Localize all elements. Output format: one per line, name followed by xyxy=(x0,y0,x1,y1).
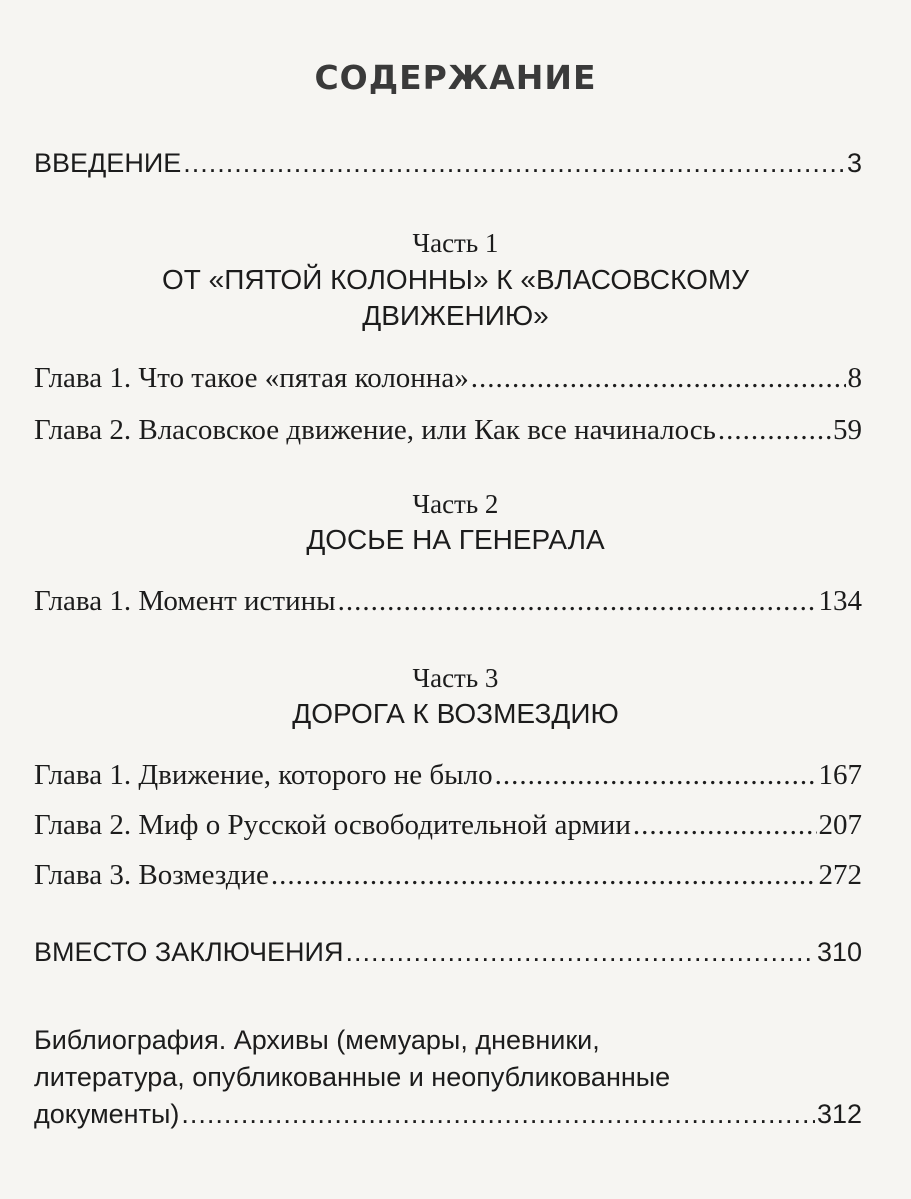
dot-leader xyxy=(271,858,817,892)
toc-entry-intro[interactable] xyxy=(34,146,862,180)
toc-entry-label: Глава 1. Что такое «пятая колонна» xyxy=(34,362,469,394)
toc-entry-part1-ch2[interactable] xyxy=(34,413,862,447)
part-1-title xyxy=(0,262,911,334)
toc-entry-part3-ch1[interactable] xyxy=(34,758,862,792)
toc-page-number: 207 xyxy=(818,809,862,841)
part-2-title xyxy=(0,522,911,558)
toc-page-number: 8 xyxy=(847,362,862,394)
dot-leader xyxy=(471,361,846,395)
toc-entry-part3-ch3[interactable] xyxy=(34,858,862,892)
toc-entry-part2-ch1[interactable] xyxy=(34,584,862,618)
dot-leader xyxy=(338,584,817,618)
dot-leader xyxy=(495,758,817,792)
part-3-heading: Часть 3 xyxy=(412,663,499,693)
bibliography-last-line xyxy=(34,1096,862,1133)
toc-entry-label: документы) xyxy=(34,1099,180,1129)
toc-page-number: 272 xyxy=(818,859,862,891)
part-3-title xyxy=(0,696,911,732)
toc-entry-conclusion[interactable] xyxy=(34,935,862,969)
toc-entry-bibliography[interactable] xyxy=(34,1022,862,1133)
part-2-heading: Часть 2 xyxy=(412,489,499,519)
part-title-line: ОТ «ПЯТОЙ КОЛОННЫ» К «ВЛАСОВСКОМУ xyxy=(161,264,749,295)
dot-leader xyxy=(183,146,845,180)
toc-page-number: 310 xyxy=(816,937,862,967)
bibliography-line: литература, опубликованные и неопубликованные xyxy=(34,1062,671,1092)
dot-leader xyxy=(718,413,831,447)
toc-page-number: 3 xyxy=(846,148,862,178)
toc-entry-label: ВМЕСТО ЗАКЛЮЧЕНИЯ xyxy=(34,937,344,967)
toc-entry-label: Глава 1. Момент истины xyxy=(34,585,336,617)
part-1-heading: Часть 1 xyxy=(412,228,499,258)
bibliography-line: Библиография. Архивы (мемуары, дневники, xyxy=(34,1025,600,1055)
part-title-line: ДОРОГА К ВОЗМЕЗДИЮ xyxy=(292,698,619,729)
dot-leader xyxy=(345,935,814,969)
toc-page-number: 59 xyxy=(833,414,862,446)
part-title-line: ДОСЬЕ НА ГЕНЕРАЛА xyxy=(306,524,605,555)
toc-entry-label: Глава 3. Возмездие xyxy=(34,859,269,891)
toc-title: СОДЕРЖАНИЕ xyxy=(314,58,597,97)
toc-entry-part3-ch2[interactable] xyxy=(34,808,862,842)
toc-entry-part1-ch1[interactable] xyxy=(34,361,862,395)
part-title-line: ДВИЖЕНИЮ» xyxy=(362,300,549,331)
dot-leader xyxy=(181,1096,815,1133)
toc-entry-label: Глава 2. Власовское движение, или Как все начиналось xyxy=(34,414,716,446)
dot-leader xyxy=(633,808,817,842)
toc-page-number: 167 xyxy=(818,759,862,791)
toc-page-number: 134 xyxy=(818,585,862,617)
toc-entry-label: Глава 1. Движение, которого не было xyxy=(34,759,493,791)
toc-entry-label: ВВЕДЕНИЕ xyxy=(34,148,182,178)
toc-page-number: 312 xyxy=(816,1099,862,1129)
toc-entry-label: Глава 2. Миф о Русской освободительной армии xyxy=(34,809,631,841)
